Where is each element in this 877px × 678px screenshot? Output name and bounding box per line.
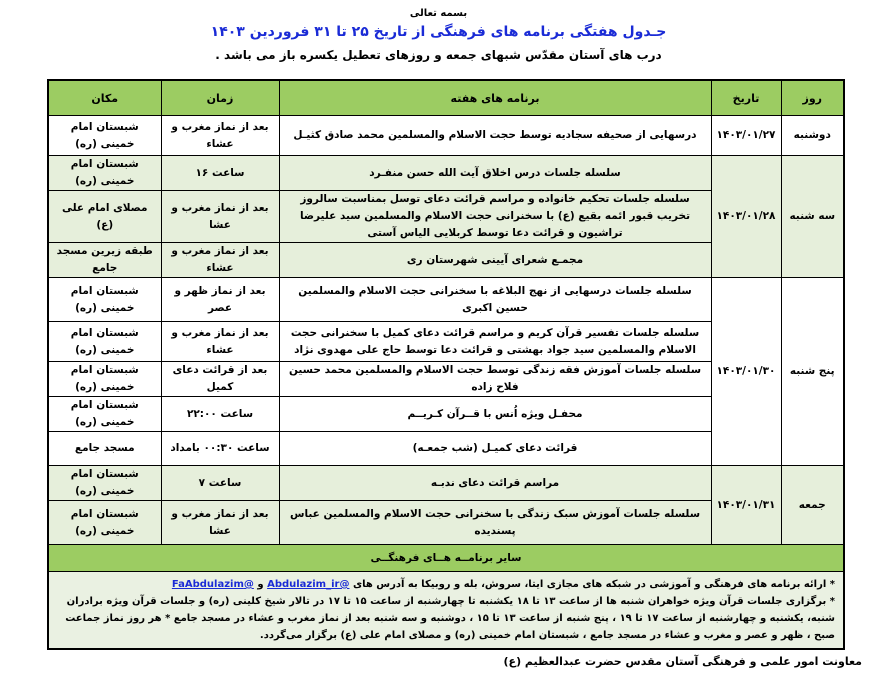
col-header-program: برنامه های هفته [279, 80, 711, 116]
notes-row [48, 572, 844, 650]
channel-link-abdulazim[interactable]: @Abdulazim_ir [267, 579, 350, 590]
program-cell: سلسله جلسات درسهایی از نهج البلاغه با سخنرانی حجت الاسلام والمسلمین حسین اکبری [279, 278, 711, 322]
time-cell: بعد از نماز مغرب و عشاء [161, 322, 279, 362]
place-cell: شبستان امام خمینی (ره) [48, 156, 161, 191]
other-programs-heading: سایر برنامــه هــای فرهنگــی [48, 545, 844, 572]
footer-organization: معاونت امور علمی و فرهنگی آستان مقدس حضرت عبدالعظیم (ع) [503, 655, 862, 668]
day-cell: سه شنبه [781, 156, 844, 278]
place-cell: شبستان امام خمینی (ره) [48, 322, 161, 362]
day-cell: پنج شنبه [781, 278, 844, 466]
time-cell: بعد از نماز مغرب و عشا [161, 501, 279, 545]
place-cell: شبستان امام خمینی (ره) [48, 278, 161, 322]
table-row [48, 466, 844, 501]
program-cell: سلسله جلسات آموزش فقه زندگی توسط حجت الاسلام والمسلمین محمد حسین فلاح زاده [279, 362, 711, 397]
col-header-time: زمان [161, 80, 279, 116]
note-social-channels [57, 576, 835, 593]
place-cell: شبستان امام خمینی (ره) [48, 362, 161, 397]
program-cell: سلسله جلسات تحکیم خانواده و مراسم قرائت دعای توسل بمناسبت سالروز تخریب قبور ائمه بقیع (ع) با سخنرانی حجت الاسلام والمسلمین سید علیرضا تراشیون و قرائت دعا توسط کربلایی الیاس آستی [279, 191, 711, 243]
col-header-place: مکان [48, 80, 161, 116]
date-cell: ۱۴۰۳/۰۱/۲۷ [711, 116, 781, 156]
place-cell: شبستان امام خمینی (ره) [48, 116, 161, 156]
time-cell: بعد از نماز ظهر و عصر [161, 278, 279, 322]
time-cell: ساعت ۱۶ [161, 156, 279, 191]
time-cell: بعد از قرائت دعای کمیل [161, 362, 279, 397]
note-text: * ارائه برنامه های فرهنگی و آموزشی در شبکه های مجازی ایتا، سروش، بله و روبیکا به آدرس های [352, 579, 835, 590]
note-text: و [257, 579, 264, 590]
program-cell: محفـل ویژه اُنس با قــرآن کـریــم [279, 397, 711, 432]
place-cell: مسجد جامع [48, 432, 161, 466]
day-cell: جمعه [781, 466, 844, 545]
table-row [48, 116, 844, 156]
day-cell: دوشنبه [781, 116, 844, 156]
program-cell: قرائت دعای کمیـل (شب جمعـه) [279, 432, 711, 466]
time-cell: بعد از نماز مغرب و عشا [161, 191, 279, 243]
program-cell: مجمـع شعرای آیینی شهرستان ری [279, 243, 711, 278]
place-cell: شبستان امام خمینی (ره) [48, 466, 161, 501]
time-cell: ساعت ۲۲:۰۰ [161, 397, 279, 432]
time-cell: ساعت ۰۰:۳۰ بامداد [161, 432, 279, 466]
page-subtitle: درب های آستان مقدّس شبهای جمعه و روزهای تعطیل یکسره باز می باشد . [215, 48, 662, 62]
channel-link-faabdulazim[interactable]: @FaAbdulazim [171, 579, 254, 590]
table-header-row [48, 80, 844, 116]
place-cell: شبستان امام خمینی (ره) [48, 397, 161, 432]
place-cell: شبستان امام خمینی (ره) [48, 501, 161, 545]
date-cell: ۱۴۰۳/۰۱/۳۱ [711, 466, 781, 545]
time-cell: بعد از نماز مغرب و عشاء [161, 243, 279, 278]
program-cell: سلسله جلسات تفسیر قرآن کریم و مراسم قرائت دعای کمیل با سخنرانی حجت الاسلام والمسلمین سید جواد بهشتی و قرائت دعا توسط حاج علی مهدوی نژاد [279, 322, 711, 362]
other-programs-header-row [48, 545, 844, 572]
notes-cell [48, 572, 844, 650]
time-cell: بعد از نماز مغرب و عشاء [161, 116, 279, 156]
program-cell: سلسله جلسات آموزش سبک زندگی با سخنرانی حجت الاسلام والمسلمین عباس پسندیده [279, 501, 711, 545]
table-row [48, 278, 844, 322]
date-cell: ۱۴۰۳/۰۱/۲۸ [711, 156, 781, 278]
page-title: جـدول هفتگی برنامه های فرهنگی از تاریخ ۲۵ تا ۳۱ فروردین ۱۴۰۳ [210, 24, 667, 40]
col-header-date: تاریخ [711, 80, 781, 116]
place-cell: مصلای امام علی (ع) [48, 191, 161, 243]
weekly-schedule-table [47, 79, 845, 650]
note-quran-sessions: * برگزاری جلسات قرآن ویژه خواهران شنبه ها از ساعت ۱۳ تا ۱۸ یکشنبه تا چهارشنبه از ساعت ۱۵ تا ۱۷ در تالار شیخ کلینی (ره) و جلسات قرآن ویژه برادران شنبه، یکشنبه و چهارشنبه از ساعت ۱۷ تا ۱۹ ، پنج شنبه از ساعت ۱۳ تا ۱۵ ، دوشنبه و سه شنبه بعد از نماز مغرب و عشاء در مسجد جامع * هر روز نماز جماعت صبح ، ظهر و عصر و مغرب و عشاء در مسجد جامع ، شبستان امام خمینی (ره) و مصلای امام علی (ع) برگزار می‌گردد. [65, 596, 835, 641]
program-cell: مراسم قرائت دعای ندبـه [279, 466, 711, 501]
table-row [48, 156, 844, 191]
date-cell: ۱۴۰۳/۰۱/۳۰ [711, 278, 781, 466]
program-cell: درسهایی از صحیفه سجادیه توسط حجت الاسلام والمسلمین محمد صادق کثیـل [279, 116, 711, 156]
col-header-day: روز [781, 80, 844, 116]
place-cell: طبقه زیرین مسجد جامع [48, 243, 161, 278]
program-cell: سلسله جلسات درس اخلاق آیت الله حسن منفـرد [279, 156, 711, 191]
basmala: بسمه تعالی [409, 8, 468, 19]
time-cell: ساعت ۷ [161, 466, 279, 501]
